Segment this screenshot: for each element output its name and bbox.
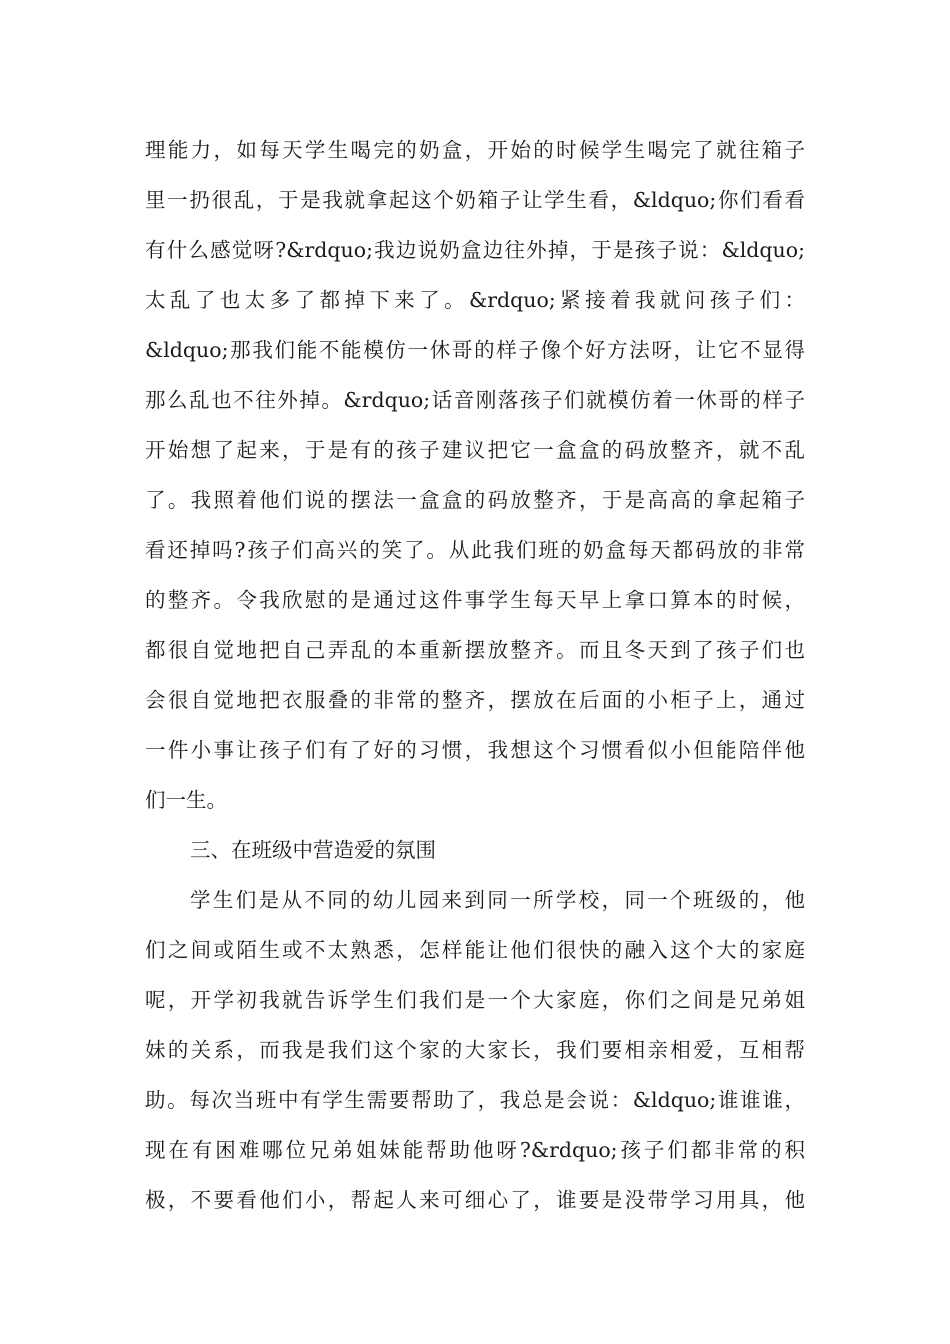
paragraph-line: 一件小事让孩子们有了好的习惯，我想这个习惯看似小但能陪伴他 <box>145 738 805 762</box>
paragraph-line: 妹的关系，而我是我们这个家的大家长，我们要相亲相爱，互相帮 <box>145 1038 805 1062</box>
paragraph-line: 那么乱也不往外掉。&rdquo;话音刚落孩子们就模仿着一休哥的样子 <box>145 388 805 412</box>
paragraph-line: 会很自觉地把衣服叠的非常的整齐，摆放在后面的小柜子上，通过 <box>145 688 805 712</box>
section-heading: 三、在班级中营造爱的氛围 <box>190 838 436 862</box>
paragraph-line: 们之间或陌生或不太熟悉，怎样能让他们很快的融入这个大的家庭 <box>145 938 805 962</box>
paragraph-line: 太乱了也太多了都掉下来了。&rdquo;紧接着我就问孩子们： <box>145 288 805 312</box>
paragraph-line: 开始想了起来，于是有的孩子建议把它一盒盒的码放整齐，就不乱 <box>145 438 805 462</box>
paragraph-line: 里一扔很乱，于是我就拿起这个奶箱子让学生看，&ldquo;你们看看 <box>145 188 805 212</box>
paragraph-line: 有什么感觉呀?&rdquo;我边说奶盒边往外掉，于是孩子说：&ldquo; <box>145 238 805 262</box>
paragraph-line: 了。我照着他们说的摆法一盒盒的码放整齐，于是高高的拿起箱子 <box>145 488 805 512</box>
paragraph-line: 极，不要看他们小，帮起人来可细心了，谁要是没带学习用具，他 <box>145 1188 805 1212</box>
paragraph-line: 呢，开学初我就告诉学生们我们是一个大家庭，你们之间是兄弟姐 <box>145 988 805 1012</box>
paragraph-line: 现在有困难哪位兄弟姐妹能帮助他呀?&rdquo;孩子们都非常的积 <box>145 1138 805 1162</box>
paragraph-line: &ldquo;那我们能不能模仿一休哥的样子像个好方法呀，让它不显得 <box>145 338 805 362</box>
paragraph-line: 学生们是从不同的幼儿园来到同一所学校，同一个班级的，他 <box>190 888 805 912</box>
paragraph-line: 们一生。 <box>145 788 227 812</box>
paragraph-line: 看还掉吗?孩子们高兴的笑了。从此我们班的奶盒每天都码放的非常 <box>145 538 805 562</box>
paragraph-line: 都很自觉地把自己弄乱的本重新摆放整齐。而且冬天到了孩子们也 <box>145 638 805 662</box>
paragraph-line: 助。每次当班中有学生需要帮助了，我总是会说：&ldquo;谁谁谁， <box>145 1088 805 1112</box>
paragraph-line: 的整齐。令我欣慰的是通过这件事学生每天早上拿口算本的时候， <box>145 588 805 612</box>
paragraph-line: 理能力，如每天学生喝完的奶盒，开始的时候学生喝完了就往箱子 <box>145 138 805 162</box>
